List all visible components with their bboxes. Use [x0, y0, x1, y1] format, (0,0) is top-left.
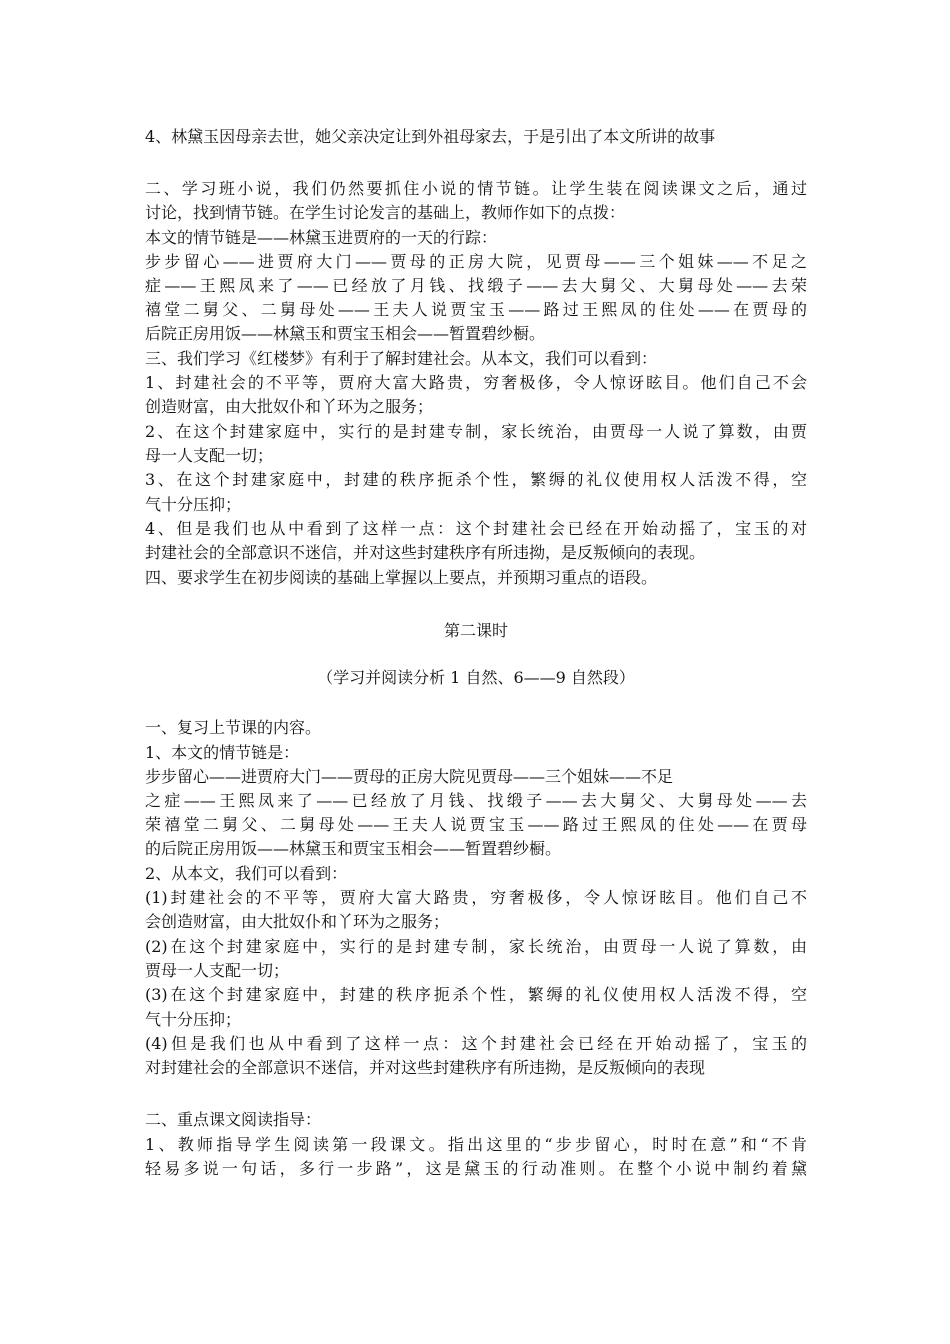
review-point-4-line-1: (4)但是我们也从中看到了这样一点：这个封建社会已经在开始动摇了，宝玉的 — [145, 1034, 807, 1053]
review-point-2-line-2: 贾母一人支配一切； — [145, 961, 290, 980]
lesson2-title: 第二课时 — [443, 621, 508, 640]
review-point-1-line-2: 会创造财富，由大批奴仆和丫环为之服务； — [145, 912, 450, 931]
plot-chain-line-2: 症——王熙凤来了——已经放了月钱、找缎子——去大舅父、大舅母处——去荣 — [145, 276, 807, 295]
review-point-1-line-1: (1)封建社会的不平等，贾府大富大路贵，穷奢极侈，令人惊讶眩目。他们自己不 — [145, 888, 807, 907]
section3-title: 三、我们学习《红楼梦》有利于了解封建社会。从本文，我们可以看到： — [145, 349, 658, 368]
section3-point-4-line-2: 封建社会的全部意识不迷信，并对这些封建秩序有所违拗，是反叛倾向的表现。 — [145, 543, 706, 562]
section2-line-2: 讨论，找到情节链。在学生讨论发言的基础上，教师作如下的点拨： — [145, 203, 626, 222]
section3-point-4-line-1: 4、但是我们也从中看到了这样一点：这个封建社会已经在开始动摇了，宝玉的对 — [145, 519, 807, 538]
section3-point-1-line-1: 1、封建社会的不平等，贾府大富大路贵，穷奢极侈，令人惊讶眩目。他们自己不会 — [145, 373, 807, 392]
review-chain-line-2: 之症——王熙凤来了——已经放了月钱、找缎子——去大舅父、大舅母处——去 — [145, 791, 807, 810]
section4: 四、要求学生在初步阅读的基础上掌握以上要点，并预期习重点的语段。 — [145, 568, 658, 587]
section3-point-2-line-2: 母一人支配一切； — [145, 446, 274, 465]
review-chain-line-1: 步步留心——进贾府大门——贾母的正房大院见贾母——三个姐妹——不足 — [145, 767, 674, 786]
section3-point-2-line-1: 2、在这个封建家庭中，实行的是封建专制，家长统治，由贾母一人说了算数，由贾 — [145, 422, 807, 441]
plot-chain-line-3: 禧堂二舅父、二舅母处——王夫人说贾宝玉——路过王熙凤的住处——在贾母的 — [145, 300, 807, 319]
section3-point-3-line-2: 气十分压抑； — [145, 495, 242, 514]
guide-title: 二、重点课文阅读指导： — [145, 1110, 322, 1129]
guide-item-1-line-1: 1、教师指导学生阅读第一段课文。指出这里的“步步留心，时时在意”和“不肯 — [145, 1135, 807, 1154]
lesson2-subtitle: （学习并阅读分析 1 自然、6——9 自然段） — [317, 668, 635, 687]
review-chain-line-4: 的后院正房用饭——林黛玉和贾宝玉相会——暂置碧纱橱。 — [145, 839, 562, 858]
plot-intro: 本文的情节链是——林黛玉进贾府的一天的行踪： — [145, 228, 498, 247]
review-point-3-line-2: 气十分压抑； — [145, 1010, 242, 1029]
review-title: 一、复习上节课的内容。 — [145, 718, 322, 737]
review-item-2: 2、从本文，我们可以看到： — [145, 864, 348, 883]
review-point-2-line-1: (2)在这个封建家庭中，实行的是封建专制，家长统治，由贾母一人说了算数，由 — [145, 937, 807, 956]
guide-item-1-line-2: 轻易多说一句话，多行一步路”，这是黛玉的行动准则。在整个小说中制约着黛 — [145, 1159, 807, 1178]
plot-chain-line-4: 后院正房用饭——林黛玉和贾宝玉相会——暂置碧纱橱。 — [145, 324, 546, 343]
intro-item-4: 4、林黛玉因母亲去世，她父亲决定让到外祖母家去，于是引出了本文所讲的故事 — [145, 127, 716, 146]
review-point-4-line-2: 对封建社会的全部意识不迷信，并对这些封建秩序有所违拗，是反叛倾向的表现 — [145, 1058, 706, 1077]
section2-line-1: 二、学习班小说，我们仍然要抓住小说的情节链。让学生装在阅读课文之后，通过 — [145, 179, 807, 198]
plot-chain-line-1: 步步留心——进贾府大门——贾母的正房大院，见贾母——三个姐妹——不足之 — [145, 252, 807, 271]
review-point-3-line-1: (3)在这个封建家庭中，封建的秩序扼杀个性，繁缛的礼仪使用权人活泼不得，空 — [145, 985, 807, 1004]
section3-point-3-line-1: 3、在这个封建家庭中，封建的秩序扼杀个性，繁缛的礼仪使用权人活泼不得，空 — [145, 470, 807, 489]
review-chain-line-3: 荣禧堂二舅父、二舅母处——王夫人说贾宝玉——路过王熙凤的住处——在贾母 — [145, 815, 807, 834]
review-item-1: 1、本文的情节链是： — [145, 743, 300, 762]
section3-point-1-line-2: 创造财富，由大批奴仆和丫环为之服务； — [145, 397, 434, 416]
